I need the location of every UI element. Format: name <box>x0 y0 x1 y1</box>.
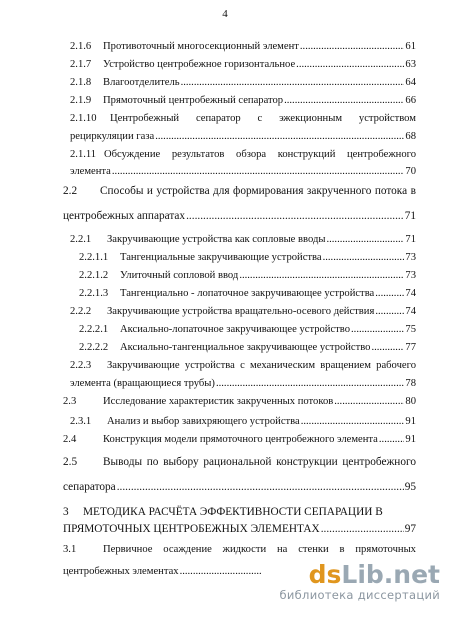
toc-entry[interactable] <box>120 252 416 264</box>
leader-dots <box>334 396 404 408</box>
toc-entry-page: 73 <box>405 252 416 263</box>
word: для <box>213 185 230 197</box>
word: Выводы <box>103 456 143 468</box>
toc-entry-number: 2.2.1.3 <box>79 288 109 299</box>
watermark-logo-part2: Lib.net <box>341 559 440 589</box>
toc-entry-title: Противоточный многосекционный элемент <box>103 41 299 52</box>
toc-entry[interactable] <box>103 396 416 408</box>
word: сепаратор <box>195 113 241 124</box>
word: рациональной <box>203 456 272 468</box>
word: и <box>146 185 153 197</box>
toc-entry-title: Исследование характеристик закрученных потоков <box>103 396 334 407</box>
toc-entry[interactable] <box>103 77 416 89</box>
toc-entry[interactable] <box>120 324 416 336</box>
word: с <box>257 113 263 124</box>
toc-entry-number: 2.2.1.2 <box>79 270 109 281</box>
word: рабочего <box>376 360 416 371</box>
toc-entry-page: 70 <box>405 166 416 177</box>
toc-entry-first-line <box>104 149 416 161</box>
toc-entry-title: центробежных элементах <box>63 566 179 577</box>
toc-entry[interactable] <box>70 378 416 390</box>
toc-entry[interactable] <box>63 210 416 223</box>
toc-entry-number: 2.4 <box>63 434 77 445</box>
toc-entry-number: 2.2.2.1 <box>79 324 109 335</box>
word: с <box>240 360 245 371</box>
word: Закручивающие <box>107 360 180 371</box>
word: центробежного <box>342 456 416 468</box>
word: конструкции <box>276 456 338 468</box>
watermark-logo <box>279 559 440 589</box>
toc-entry-title: Улиточный сопловой ввод <box>120 270 239 281</box>
word: на <box>277 544 288 555</box>
leader-dots <box>326 234 404 246</box>
toc-entry-first-line <box>110 113 416 125</box>
toc-entry-page: 61 <box>405 41 416 52</box>
toc-entry-number: 2.2.3 <box>70 360 92 371</box>
leader-dots <box>239 270 404 282</box>
toc-entry-number: 2.1.6 <box>70 41 92 52</box>
toc-entry[interactable] <box>70 166 416 178</box>
toc-entry-title: Конструкция модели прямоточного центробежного элемента <box>103 434 378 445</box>
leader-dots <box>296 59 404 71</box>
word: обзора <box>236 149 267 160</box>
leader-dots <box>181 77 405 89</box>
word: стенки <box>298 544 329 555</box>
toc-entry-number: 2.2.1.1 <box>79 252 109 263</box>
toc-entry[interactable] <box>63 481 416 494</box>
toc-entry-number: 2.1.11 <box>70 149 97 160</box>
toc-entry-page: 78 <box>405 378 416 389</box>
toc-entry-page: 66 <box>405 95 416 106</box>
toc-entry[interactable] <box>107 306 416 318</box>
toc-entry-page: 68 <box>405 131 416 142</box>
toc-entry-page: 64 <box>405 77 416 88</box>
toc-entry-number: 2.1.9 <box>70 95 92 106</box>
leader-dots <box>375 306 404 318</box>
toc-entry-number: 2.1.8 <box>70 77 92 88</box>
page-number: 4 <box>222 8 228 20</box>
toc-entry-title: Анализ и выбор завихряющего устройства <box>107 416 300 427</box>
toc-entry-page: 97 <box>404 523 416 535</box>
toc-entry[interactable] <box>70 131 416 143</box>
toc-entry-number: 2.2 <box>63 185 78 197</box>
toc-entry[interactable] <box>103 59 416 71</box>
toc-entry-number: 3.1 <box>63 544 77 555</box>
leader-dots <box>155 131 404 143</box>
toc-entry-title: Прямоточный центробежный сепаратор <box>103 95 284 106</box>
toc-entry-first-line: МЕТОДИКА РАСЧЁТА ЭФФЕКТИВНОСТИ СЕПАРАЦИИ В <box>83 506 383 518</box>
word: устройством <box>358 113 416 124</box>
toc-entry-first-line <box>103 544 416 556</box>
leader-dots <box>180 566 262 578</box>
toc-entry-number: 2.1.10 <box>70 113 97 124</box>
toc-entry-title: Устройство центробежное горизонтальное <box>103 59 296 70</box>
toc-entry-first-line <box>107 360 416 372</box>
leader-dots <box>117 481 404 494</box>
toc-entry-number: 2.1.7 <box>70 59 92 70</box>
toc-entry-title: Аксиально-лопаточное закручивающее устройство <box>120 324 351 335</box>
toc-entry-page: 74 <box>405 288 416 299</box>
watermark-subtitle: библиотека диссертаций <box>279 587 440 602</box>
word: Центробежный <box>110 113 180 124</box>
word: в <box>339 544 345 555</box>
watermark-logo-part1: ds <box>308 559 342 589</box>
word: прямоточных <box>355 544 416 555</box>
toc-entry-number: 2.3.1 <box>70 416 92 427</box>
toc-entry-title: элемента <box>70 166 111 177</box>
toc-entry-page: 71 <box>405 234 416 245</box>
word: формирования <box>233 185 304 197</box>
toc-entry-first-line <box>100 185 416 198</box>
toc-entry-number: 2.2.2.2 <box>79 342 109 353</box>
word: центробежного <box>346 149 416 160</box>
toc-entry-number: 2.5 <box>63 456 78 468</box>
toc-entry-number: 3 <box>63 506 69 518</box>
word: Первичное <box>103 544 153 555</box>
toc-entry[interactable] <box>107 234 416 246</box>
toc-entry-page: 63 <box>405 59 416 70</box>
leader-dots <box>186 210 404 223</box>
toc-entry-title: Тангенциальные закручивающие устройства <box>120 252 322 263</box>
toc-entry-title: Влагоотделитель <box>103 77 180 88</box>
toc-entry-page: 77 <box>405 342 416 353</box>
toc-entry-number: 2.2.1 <box>70 234 92 245</box>
toc-entry-first-line <box>103 456 416 469</box>
toc-entry[interactable] <box>120 288 416 300</box>
toc-entry-page: 74 <box>405 306 416 317</box>
toc-entry-title: сепаратора <box>63 481 116 493</box>
toc-entry-title: Закручивающие устройства вращательно-осевого действия <box>107 306 375 317</box>
leader-dots <box>321 523 404 536</box>
toc-entry-number: 2.2.2 <box>70 306 92 317</box>
toc-entry-number: 2.3 <box>63 396 77 407</box>
toc-entry-title: ПРЯМОТОЧНЫХ ЦЕНТРОБЕЖНЫХ ЭЛЕМЕНТАХ <box>63 523 320 535</box>
word: осаждение <box>163 544 212 555</box>
toc-entry-title: Тангенциально - лопаточное закручивающее устройства <box>120 288 375 299</box>
toc-entry-page: 91 <box>405 416 416 427</box>
leader-dots <box>284 95 404 107</box>
toc-entry-title: Закручивающие устройства как сопловые вводы <box>107 234 326 245</box>
word: устройства <box>156 185 210 197</box>
leader-dots <box>371 342 404 354</box>
toc-entry[interactable] <box>103 434 416 446</box>
toc-entry-title: Аксиально-тангенциальное закручивающее устройство <box>120 342 371 353</box>
word: в <box>410 185 416 197</box>
toc-entry[interactable] <box>63 566 263 578</box>
word: потока <box>374 185 408 197</box>
watermark <box>279 559 440 602</box>
toc-entry[interactable] <box>103 95 416 107</box>
word: механическим <box>250 360 316 371</box>
toc-entry-page: 73 <box>405 270 416 281</box>
toc-entry-page: 71 <box>404 210 416 222</box>
toc-entry[interactable] <box>63 523 416 536</box>
leader-dots <box>300 41 405 53</box>
toc-entry-page: 91 <box>405 434 416 445</box>
word: по <box>146 456 159 468</box>
word: вращением <box>320 360 371 371</box>
leader-dots <box>216 378 404 390</box>
word: Обсуждение <box>104 149 161 160</box>
word: результатов <box>171 149 225 160</box>
toc-entry-page: 80 <box>405 396 416 407</box>
leader-dots <box>379 434 405 446</box>
toc-entry[interactable] <box>107 416 416 428</box>
word: Способы <box>100 185 144 197</box>
leader-dots <box>301 416 405 428</box>
toc-entry[interactable] <box>120 342 416 354</box>
toc-entry[interactable] <box>120 270 416 282</box>
toc-entry[interactable] <box>103 41 416 53</box>
leader-dots <box>323 252 405 264</box>
toc-entry-page: 75 <box>405 324 416 335</box>
toc-entry-title: рециркуляции газа <box>70 131 155 142</box>
word: конструкций <box>277 149 336 160</box>
word: эжекционным <box>279 113 343 124</box>
leader-dots <box>112 166 405 178</box>
leader-dots <box>351 324 404 336</box>
toc-entry-page: 95 <box>404 481 416 493</box>
word: жидкости <box>222 544 267 555</box>
toc-entry-title: элемента (вращающиеся трубы) <box>70 378 215 389</box>
word: закрученного <box>306 185 372 197</box>
leader-dots <box>375 288 404 300</box>
word: устройства <box>184 360 235 371</box>
toc-entry-title: центробежных аппаратах <box>63 210 186 222</box>
word: выбору <box>163 456 199 468</box>
